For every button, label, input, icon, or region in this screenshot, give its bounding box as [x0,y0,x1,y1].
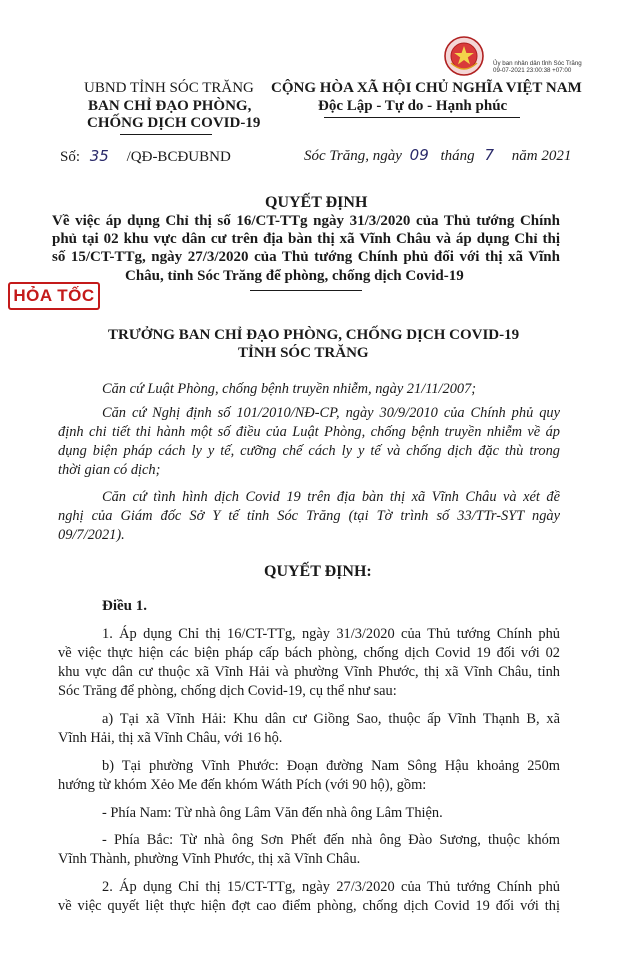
subject-line-4: Châu, tỉnh Sóc Trăng để phòng, chống dịch Covid-19 [125,268,464,284]
basis-2-line-1: Căn cứ Nghị định số 101/2010/NĐ-CP, ngày 30/9/2010 của Chính phủ quy [102,405,560,421]
date-month-label: tháng [440,148,475,164]
north-boundary-line-1: - Phía Bắc: Từ nhà ông Sơn Phết đến nhà ông Đào Sương, thuộc khóm [102,832,560,848]
number-suffix: /QĐ-BCĐUBND [126,149,231,165]
signature-timestamp: 09-07-2021 23:00:38 +07:00 [493,67,572,74]
header-office-line-2: CHỐNG DỊCH COVID-19 [87,115,261,131]
decision-title: QUYẾT ĐỊNH [265,194,368,211]
basis-2-line-2: định chi tiết thi hành một số điều của Luật Phòng, chống bệnh truyền nhiễm về áp [58,424,560,440]
subject-line-1: Về việc áp dụng Chỉ thị số 16/CT-TTg ngày 31/3/2020 của Thủ tướng Chính [52,213,560,229]
south-boundary: - Phía Nam: Từ nhà ông Lâm Văn đến nhà ông Lâm Thiện. [102,805,443,821]
clause-1-line-4: Sóc Trăng để phòng, chống dịch Covid-19, cụ thể như sau: [58,683,397,699]
authority-line-2: TỈNH SÓC TRĂNG [238,345,369,361]
clause-1-line-3: khu vực dân cư thuộc xã Vĩnh Hải và phường Vĩnh Phước, thị xã Vĩnh Châu, tỉnh [58,664,560,680]
north-boundary-line-2: Vĩnh Thành, phường Vĩnh Phước, thị xã Vĩnh Châu. [58,851,361,867]
subject-line-3: số 15/CT-TTg, ngày 27/3/2020 của Thủ tướng Chính phủ đối với thị xã Vĩnh [52,249,560,265]
header-org: UBND TỈNH SÓC TRĂNG [84,80,254,96]
basis-3-line-3: 09/7/2021). [58,527,125,543]
basis-2-line-3: dụng biện pháp cách ly y tế, cưỡng chế cách ly y tế và chống dịch đặc thù trong [58,443,560,459]
number-value: 35 [89,147,109,165]
decision-heading: QUYẾT ĐỊNH: [264,563,372,580]
header-left-underline [120,134,212,135]
subject-line-2: phủ tại 02 khu vực dân cư trên địa bàn thị xã Vĩnh Châu và áp dụng Chỉ thị [52,231,560,247]
header-right-underline [324,117,520,118]
basis-2-line-4: thời gian có dịch; [58,462,161,478]
authority-line-1: TRƯỞNG BAN CHỈ ĐẠO PHÒNG, CHỐNG DỊCH COVID-19 [108,327,520,343]
clause-2-line-2: về việc quyết liệt thực hiện đợt cao điểm phòng, chống dịch Covid 19 đối với thị [58,898,560,914]
header-motto: Độc Lập - Tự do - Hạnh phúc [318,98,508,114]
article-1-heading: Điều 1. [102,598,147,614]
header-office-line-1: BAN CHỈ ĐẠO PHÒNG, [88,98,252,114]
number-prefix: Số: [60,149,81,165]
urgent-stamp: HỎA TỐC [8,282,100,310]
item-b-line-2: hướng từ khóm Xẻo Me đến khóm Wáth Pích (với 90 hộ), gồm: [58,777,427,793]
item-a-line-2: Vĩnh Hải, thị xã Vĩnh Châu, với 16 hộ. [58,730,283,746]
date-month: 7 [484,146,494,164]
clause-1-line-1: 1. Áp dụng Chỉ thị 16/CT-TTg, ngày 31/3/2020 của Thủ tướng Chính phủ [102,626,560,642]
national-emblem-icon [443,35,485,77]
date-year: năm 2021 [511,148,572,164]
header-country: CỘNG HÒA XÃ HỘI CHỦ NGHĨA VIỆT NAM [271,80,582,96]
date-day: 09 [409,146,429,164]
title-underline [250,290,362,291]
basis-1: Căn cứ Luật Phòng, chống bệnh truyền nhiễm, ngày 21/11/2007; [102,381,477,397]
digital-signature-info [493,60,582,74]
clause-1-line-2: về việc thực hiện các biện pháp cấp bách phòng, chống dịch Covid 19 đối với 02 [58,645,560,661]
document-date [304,146,571,165]
clause-2-line-1: 2. Áp dụng Chỉ thị 15/CT-TTg, ngày 27/3/2020 của Thủ tướng Chính phủ [102,879,560,895]
basis-3-line-1: Căn cứ tình hình dịch Covid 19 trên địa bàn thị xã Vĩnh Châu và xét đề [102,489,560,505]
date-prefix: Sóc Trăng, ngày [304,148,402,164]
item-a-line-1: a) Tại xã Vĩnh Hải: Khu dân cư Giồng Sao, thuộc ấp Vĩnh Thạnh B, xã [102,711,560,727]
signature-issuer: Ủy ban nhân dân tỉnh Sóc Trăng [493,60,582,67]
document-number [60,147,231,166]
basis-3-line-2: nghị của Giám đốc Sở Y tế tỉnh Sóc Trăng (tại Tờ trình số 33/TTr-SYT ngày [58,508,560,524]
item-b-line-1: b) Tại phường Vĩnh Phước: Đoạn đường Nam Sông Hậu khoảng 250m [102,758,560,774]
